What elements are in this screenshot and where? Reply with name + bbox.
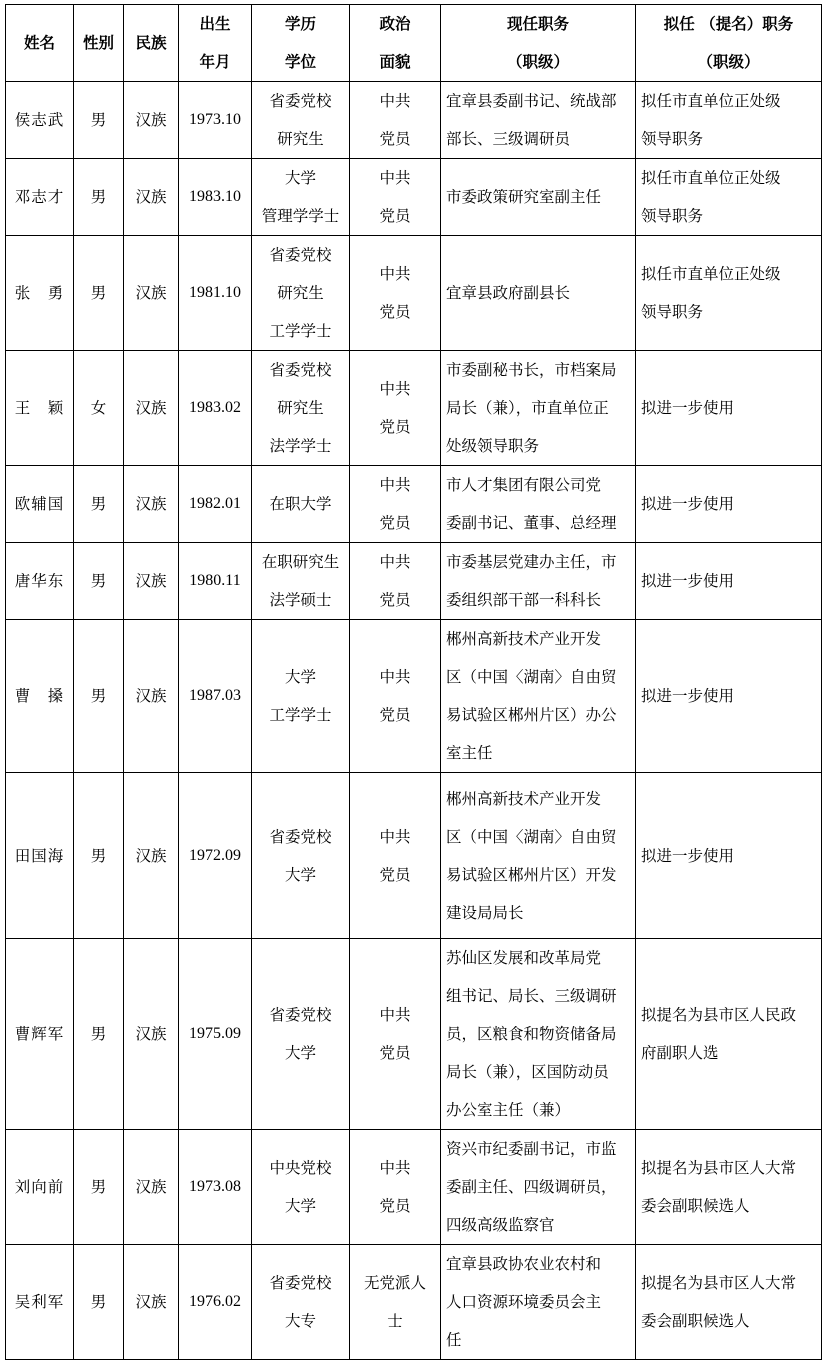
cell-proposed-post: 拟进一步使用	[636, 620, 822, 773]
cell-politics: 中共 党员	[350, 466, 441, 543]
cell-name: 侯志武	[6, 82, 74, 159]
cell-education: 省委党校 研究生	[252, 82, 350, 159]
cell-politics: 中共 党员	[350, 1130, 441, 1245]
cell-proposed-post: 拟提名为县市区人大常 委会副职候选人	[636, 1245, 822, 1360]
cell-name: 曹 搡	[6, 620, 74, 773]
header-politics: 政治 面貌	[350, 5, 441, 82]
cell-education: 省委党校 研究生 法学学士	[252, 351, 350, 466]
cell-current-post: 资兴市纪委副书记，市监 委副主任、四级调研员， 四级高级监察官	[441, 1130, 636, 1245]
cell-ethnicity: 汉族	[124, 939, 179, 1130]
header-education: 学历 学位	[252, 5, 350, 82]
cell-current-post: 宜章县政府副县长	[441, 236, 636, 351]
cell-ethnicity: 汉族	[124, 236, 179, 351]
table-row	[6, 773, 822, 939]
cell-politics: 中共 党员	[350, 159, 441, 236]
header-current-post: 现任职务 （职级）	[441, 5, 636, 82]
table-row	[6, 1130, 822, 1245]
cell-education: 省委党校 大专	[252, 1245, 350, 1360]
cell-current-post: 郴州高新技术产业开发 区（中国〈湖南〉自由贸 易试验区郴州片区）开发 建设局局长	[441, 773, 636, 939]
cell-gender: 男	[74, 82, 124, 159]
cell-gender: 男	[74, 1245, 124, 1360]
cell-current-post: 市委副秘书长，市档案局 局长（兼），市直单位正 处级领导职务	[441, 351, 636, 466]
cell-education: 省委党校 研究生 工学学士	[252, 236, 350, 351]
cell-ethnicity: 汉族	[124, 620, 179, 773]
cell-proposed-post: 拟任市直单位正处级 领导职务	[636, 82, 822, 159]
cell-education: 省委党校 大学	[252, 773, 350, 939]
cell-gender: 男	[74, 939, 124, 1130]
cell-birth: 1976.02	[179, 1245, 252, 1360]
cell-politics: 无党派人 士	[350, 1245, 441, 1360]
cell-gender: 男	[74, 466, 124, 543]
cell-birth: 1972.09	[179, 773, 252, 939]
cell-current-post: 市人才集团有限公司党 委副书记、董事、总经理	[441, 466, 636, 543]
cell-name: 曹辉军	[6, 939, 74, 1130]
header-gender: 性别	[74, 5, 124, 82]
cell-birth: 1973.10	[179, 82, 252, 159]
cell-gender: 男	[74, 236, 124, 351]
cell-birth: 1981.10	[179, 236, 252, 351]
personnel-table	[5, 4, 822, 1360]
cell-ethnicity: 汉族	[124, 351, 179, 466]
table-row	[6, 1245, 822, 1360]
cell-birth: 1980.11	[179, 543, 252, 620]
cell-name: 张 勇	[6, 236, 74, 351]
cell-politics: 中共 党员	[350, 543, 441, 620]
cell-ethnicity: 汉族	[124, 1245, 179, 1360]
table-row	[6, 82, 822, 159]
table-row	[6, 236, 822, 351]
table-row	[6, 620, 822, 773]
cell-proposed-post: 拟提名为县市区人大常 委会副职候选人	[636, 1130, 822, 1245]
table-row	[6, 466, 822, 543]
cell-name: 田国海	[6, 773, 74, 939]
cell-birth: 1975.09	[179, 939, 252, 1130]
table-row	[6, 543, 822, 620]
cell-gender: 男	[74, 1130, 124, 1245]
cell-name: 邓志才	[6, 159, 74, 236]
cell-birth: 1982.01	[179, 466, 252, 543]
cell-gender: 男	[74, 159, 124, 236]
cell-current-post: 郴州高新技术产业开发 区（中国〈湖南〉自由贸 易试验区郴州片区）办公 室主任	[441, 620, 636, 773]
cell-ethnicity: 汉族	[124, 159, 179, 236]
cell-gender: 男	[74, 773, 124, 939]
cell-education: 大学 工学学士	[252, 620, 350, 773]
cell-name: 王 颖	[6, 351, 74, 466]
cell-education: 在职大学	[252, 466, 350, 543]
cell-politics: 中共 党员	[350, 351, 441, 466]
cell-name: 吴利军	[6, 1245, 74, 1360]
cell-ethnicity: 汉族	[124, 1130, 179, 1245]
cell-current-post: 宜章县委副书记、统战部 部长、三级调研员	[441, 82, 636, 159]
header-birth: 出生 年月	[179, 5, 252, 82]
cell-proposed-post: 拟进一步使用	[636, 351, 822, 466]
cell-education: 中央党校 大学	[252, 1130, 350, 1245]
cell-birth: 1973.08	[179, 1130, 252, 1245]
cell-current-post: 苏仙区发展和改革局党 组书记、局长、三级调研 员，区粮食和物资储备局 局长（兼），区国防动员 办公室主任（兼）	[441, 939, 636, 1130]
cell-politics: 中共 党员	[350, 82, 441, 159]
cell-ethnicity: 汉族	[124, 82, 179, 159]
cell-proposed-post: 拟进一步使用	[636, 773, 822, 939]
cell-gender: 男	[74, 620, 124, 773]
cell-education: 省委党校 大学	[252, 939, 350, 1130]
cell-birth: 1987.03	[179, 620, 252, 773]
cell-proposed-post: 拟提名为县市区人民政 府副职人选	[636, 939, 822, 1130]
cell-gender: 女	[74, 351, 124, 466]
cell-birth: 1983.10	[179, 159, 252, 236]
cell-name: 欧辅国	[6, 466, 74, 543]
header-proposed-post: 拟任 （提名）职务 （职级）	[636, 5, 822, 82]
table-row	[6, 939, 822, 1130]
cell-proposed-post: 拟进一步使用	[636, 466, 822, 543]
cell-current-post: 市委基层党建办主任，市 委组织部干部一科科长	[441, 543, 636, 620]
cell-education: 在职研究生 法学硕士	[252, 543, 350, 620]
cell-proposed-post: 拟任市直单位正处级 领导职务	[636, 236, 822, 351]
cell-gender: 男	[74, 543, 124, 620]
table-row	[6, 351, 822, 466]
cell-birth: 1983.02	[179, 351, 252, 466]
header-row	[6, 5, 822, 82]
cell-name: 刘向前	[6, 1130, 74, 1245]
cell-education: 大学 管理学学士	[252, 159, 350, 236]
header-name: 姓名	[6, 5, 74, 82]
cell-ethnicity: 汉族	[124, 466, 179, 543]
cell-name: 唐华东	[6, 543, 74, 620]
cell-proposed-post: 拟任市直单位正处级 领导职务	[636, 159, 822, 236]
cell-current-post: 宜章县政协农业农村和 人口资源环境委员会主 任	[441, 1245, 636, 1360]
cell-ethnicity: 汉族	[124, 543, 179, 620]
cell-politics: 中共 党员	[350, 620, 441, 773]
header-ethnicity: 民族	[124, 5, 179, 82]
cell-ethnicity: 汉族	[124, 773, 179, 939]
cell-proposed-post: 拟进一步使用	[636, 543, 822, 620]
cell-politics: 中共 党员	[350, 773, 441, 939]
cell-current-post: 市委政策研究室副主任	[441, 159, 636, 236]
table-row	[6, 159, 822, 236]
cell-politics: 中共 党员	[350, 236, 441, 351]
cell-politics: 中共 党员	[350, 939, 441, 1130]
